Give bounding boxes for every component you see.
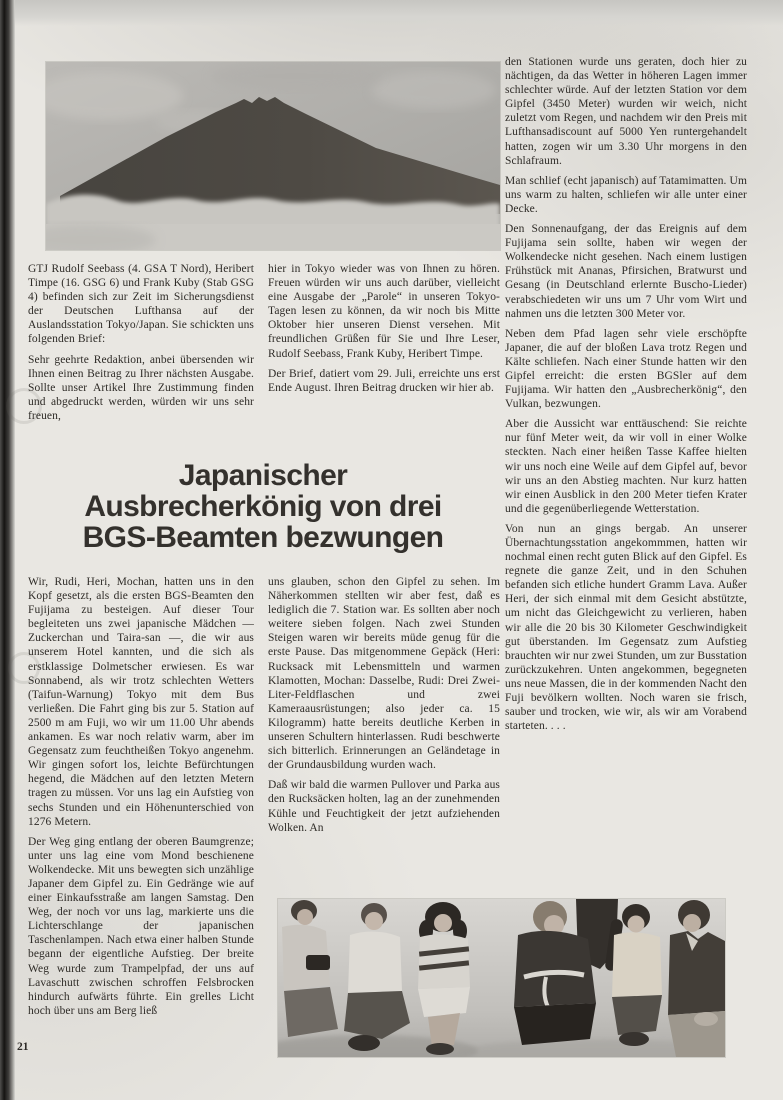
article-paragraph: den Stationen wurde uns geraten, doch hier zu nächtigen, da das Wetter in höheren Lagen immer schlechter würde. Auf der letzten Station vor dem Gipfel (3450 Meter) wurden wir weich, nicht zuletzt vom Regen, und nachdem wir den Preis mit Lufthansadiscount auf 5000 Yen runtergehandelt hatten, zogen wir um 3.30 Uhr morgens in den Schlafraum. [505,56,747,167]
group-photo-illustration [278,899,725,1057]
article-paragraph: Aber die Aussicht war enttäuschend: Sie reichte nur fünf Meter weit, da wir voll in einer Wolke steckten. Nach einer heißen Tasse Kaffee hielten wir uns noch eine Weile auf dem Gipfel auf, bevor wir uns an den Abstieg machten. Nur kurz hatten wir einen Ausblick in den 200 Meter tiefen Krater und die gegenüberliegende Wetterstation. [505,418,747,515]
article-paragraph: uns glauben, schon den Gipfel zu sehen. Im Näherkommen stellten wir aber fest, daß es lediglich die 7. Station war. Es sollten aber noch weitere sieben folgen. Nach zwei Stunden Steigen waren wir bereits müde genug für die erste Pause. Das mitgenommene Gepäck (Heri: Rucksack mit Lebensmitteln und warmen Klamotten, Mochan: Dasselbe, Rudi: Drei Zwei-Liter-Feldflaschen und zwei Kameraausrüstungen; also jeder ca. 15 Kilogramm) hatte bereits deutliche Kerben in unseren Schultern hinterlassen. Rudi beschwerte sich bitterlich. Erinnerungen an Geländetage in der Grundausbildung wurden wach. [268,576,500,772]
fuji-photo-illustration [46,62,500,250]
article-paragraph: Der Weg ging entlang der oberen Baumgrenze; unter uns lag eine vom Mond beschienene Wolkendecke. Mit uns bewegten sich unzählige Japaner dem Gipfel zu. Ein Gedränge wie auf einer Einkaufsstraße am langen Samstag. Den Weg, der noch vor uns lag, markierte uns die Lichterschlange der japanischen Taschenlampen. Nach etwa einer halben Stunde begann der eigentliche Aufstieg. Der breite Weg wurde zum Trampelpfad, der uns auf Lavaschutt zwischen schroffen Felsbrocken hindurch aufwärts führte. Ein grelles Licht hoch über uns am Berg ließ [28,835,254,1017]
scan-top-edge [0,0,783,26]
intro-paragraph: GTJ Rudolf Seebass (4. GSA T Nord), Heribert Timpe (16. GSG 6) und Frank Kuby (Stab GSG 4) befinden sich zur Zeit im Sicherungsdienst der Deutschen Lufthansa auf der Auslandsstation Tokyo/Japan. Sie schickten uns folgenden Brief: [28,263,254,346]
article-paragraph: Wir, Rudi, Heri, Mochan, hatten uns in den Kopf gesetzt, als die ersten BGS-Beamten den Fujijama zu besteigen. Auf dieser Tour begleiteten uns zwei japanische Mädchen — Zuckerchan und Taira-san —, die wir aus unserem Hotel kannten, und die sich als erstklassige Dolmetscher erwiesen. Es war Sonnabend, als wir trotz schlechten Wetters (Taifun-Warnung) Tokyo mit dem Bus verließen. Die Fahrt ging bis zur 5. Station auf 2500 m am Fuji, wo wir um 11.00 Uhr abends ankamen. Es war noch relativ warm, aber im Gegensatz zum feuchtheißen Tokyo angenehm. Wir gingen sofort los, leichte Befürchtungen hegend, die Mädchen auf den letzten Metern tragen zu müssen. Vor uns lag ein Aufstieg von sechs Stunden und ein Höhenunterschied von 1276 Metern. [28,576,254,828]
intro-paragraph: Sehr geehrte Redaktion, anbei übersenden wir Ihnen einen Beitrag zu Ihrer nächsten Ausgabe. Sollte unser Artikel Ihre Zustimmung finden und abgedruckt werden, würden wir uns sehr freuen, [28,353,254,422]
group-photo [278,899,725,1057]
headline-line: BGS-Beamten bezwungen [82,521,444,554]
headline-line: Japanischer [178,459,348,492]
cloud [372,71,496,109]
headline-line: Ausbrecherkönig von drei [84,490,442,523]
intro-column-1 [28,262,254,464]
article-headline [24,460,502,553]
page-number: 21 [17,1041,29,1053]
cloud [211,62,381,91]
article-column-1 [28,575,254,1072]
article-paragraph: Man schlief (echt japanisch) auf Tatamimatten. Um uns warm zu halten, schliefen wir alle unter einer Decke. [505,174,747,215]
intro-paragraph: Der Brief, datiert vom 29. Juli, erreichte uns erst Ende August. Ihren Beitrag drucken wir hier ab. [268,367,500,394]
article-column-3 [505,55,747,873]
article-column-2 [268,575,500,911]
article-paragraph: Von nun an gings bergab. An unserer Übernachtungsstation angekommmen, hatten wir nochmal einen recht guten Blick auf den Gipfel. Es regnete die ganze Zeit, und in den Schuhen befanden sich etliche hundert Gramm Lava. Außer Heri, der sich einmal mit dem Gesicht abstützte, um nicht das Gleichgewicht zu verlieren, haben wir alle die 20 bis 30 Kilometer Geschwindigkeit gut überstanden. Im Gegensatz zum Aufstieg brauchten wir nur zwei Stunden, um zur Busstation zurückzukehren. Unten angekommen, begegneten uns neue Massen, die in der kommenden Nacht den Fuji bevölkern wollten. Noch waren sie frisch, sauber und trocken, wie wir, als wir am Vorabend starteten. . . . [505,522,747,733]
binding-edge [0,0,15,1100]
intro-paragraph: hier in Tokyo wieder was von Ihnen zu hören. Freuen würden wir uns auch darüber, vielleicht eine Ausgabe der „Parole“ in unseren Tokyo-Tagen lesen zu können, da wir noch bis Mitte Oktober hier unseren Dienst versehen. Mit freundlichen Grüßen für Sie und Ihre Leser, Rudolf Seebass, Frank Kuby, Heribert Timpe. [268,263,500,360]
intro-column-2 [268,262,500,464]
article-paragraph: Den Sonnenaufgang, der das Ereignis auf dem Fujijama sein sollte, haben wir wegen der Wolkendecke nicht gesehen. Nach einem lustigen Frühstück mit Ananas, Pfirsichen, Bratwurst und Gesang (in Deutschland erlernte Buscho-Lieder) verabschiedeten wir uns um 7 Uhr vom Wirt und nahmen uns die letzten 300 Meter vor. [505,223,747,320]
fuji-photo [46,62,500,250]
article-paragraph: Neben dem Pfad lagen sehr viele erschöpfte Japaner, die auf der bloßen Lava trotz Regen und Kälte schliefen. Nach einer Stunde hatten wir den Gipfel erreicht: die ersten BGSler auf dem Fujijama. Wir hatten den „Ausbrecherkönig“, den Vulkan, bezwungen. [505,327,747,411]
article-paragraph: Daß wir bald die warmen Pullover und Parka aus den Rucksäcken holten, lag an der zunehmenden Kühle und Feuchtigkeit der jetzt aufziehenden Wolken. An [268,779,500,834]
